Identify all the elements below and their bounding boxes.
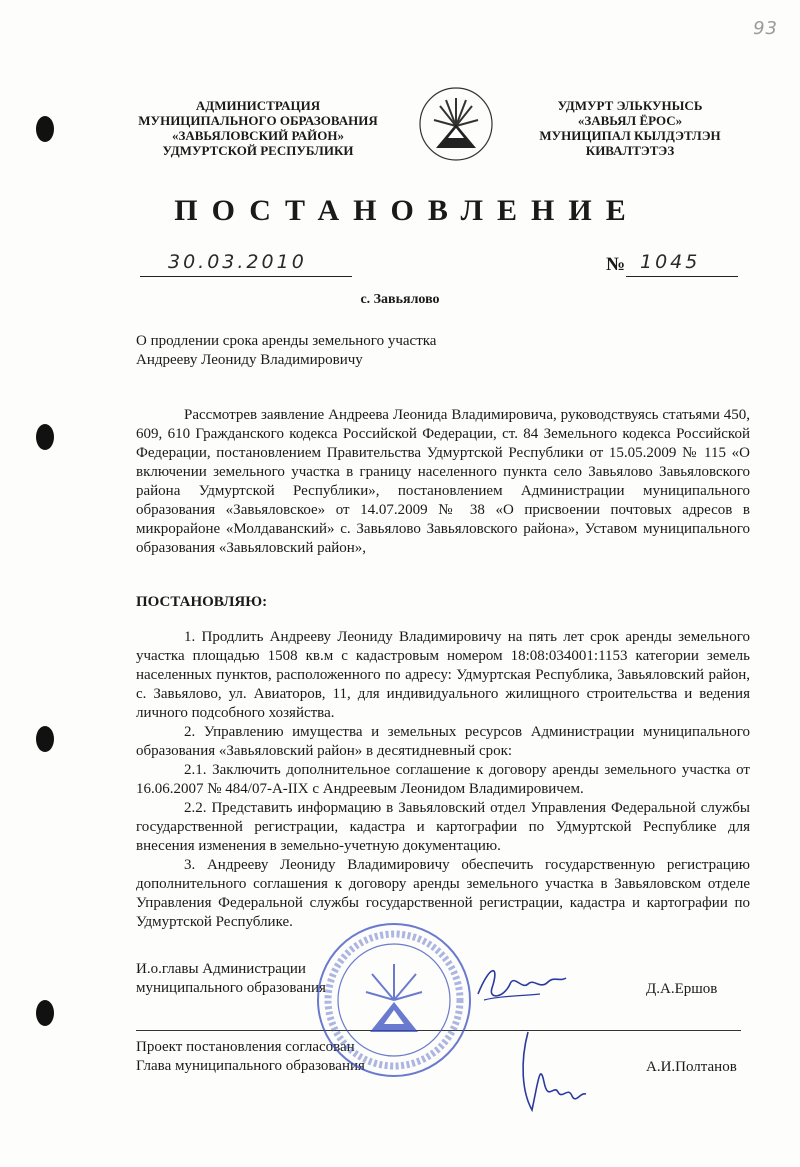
preamble-text: Рассмотрев заявление Андреева Леонида Владимировича, руководствуясь статьями 450, 609, 610 Гражданского кодекса Российской Федерации, ст. 84 Земельного кодекса Российской Федерации, постановлением Правительства Удмуртской Республики от 15.05.2009 № 115 «О включении земельного участка в границу населенного пункта село Завьялово Завьяловского района Удмуртской Республики», постановлением Администрации муниципального образования «Завьяловское» от 14.07.2009 № 38 «О присвоении почтовых адресов в микрорайоне «Молдаванский» с. Завьялово Завьяловского района», Уставом муниципального образования «Завьяловский район», — [136, 407, 750, 556]
signatory-1-name: Д.А.Ершов — [646, 981, 718, 997]
handwritten-number: 1045 — [640, 251, 701, 273]
punch-hole — [36, 424, 54, 450]
coat-of-arms-emblem — [418, 86, 494, 162]
archive-page-number: 93 — [753, 18, 778, 39]
signatory-position-line: И.о.главы Администрации — [136, 961, 306, 977]
signatory-position-line: Глава муниципального образования — [136, 1058, 365, 1074]
subject-line: Андрееву Леониду Владимировичу — [136, 352, 363, 368]
place-name: с. Завьялово — [360, 292, 440, 307]
header-left-line: АДМИНИСТРАЦИЯ — [195, 98, 321, 113]
decree-item: 2.2. Представить информацию в Завьяловский отдел Управления Федеральной службы государственной регистрации, кадастра и картографии по Удмуртской Республике для внесения изменения в земельно-учетную документацию. — [136, 800, 750, 854]
header-left-line: УДМУРТСКОЙ РЕСПУБЛИКИ — [162, 143, 354, 158]
header-left-line: МУНИЦИПАЛЬНОГО ОБРАЗОВАНИЯ — [138, 113, 378, 128]
handwritten-signature — [470, 960, 570, 1010]
official-seal-stamp — [314, 920, 474, 1080]
number-label: № — [606, 254, 626, 275]
header-right-line: «ЗАВЬЯЛ ЁРОС» — [577, 113, 683, 128]
punch-hole — [36, 116, 54, 142]
subject — [136, 332, 436, 370]
preamble — [136, 406, 750, 558]
decree-heading: ПОСТАНОВЛЯЮ: — [136, 594, 268, 610]
decree-item: 2. Управлению имущества и земельных ресурсов Администрации муниципального образования «Завьяловский район» в десятидневный срок: — [136, 724, 750, 759]
header-right — [520, 98, 740, 158]
signatory-position-line: муниципального образования — [136, 980, 326, 996]
document-title: ПОСТАНОВЛЕНИЕ — [174, 194, 640, 227]
number-field — [626, 252, 738, 277]
signatory-2-name: А.И.Полтанов — [646, 1059, 737, 1075]
date-field — [140, 252, 352, 277]
signatory-1-position — [136, 960, 326, 998]
decree-item: 2.1. Заключить дополнительное соглашение к договору аренды земельного участка от 16.06.2007 № 484/07-А-IIХ с Андреевым Леонидом Владимировичем. — [136, 762, 750, 797]
subject-line: О продлении срока аренды земельного участка — [136, 333, 437, 349]
header-left-line: «ЗАВЬЯЛОВСКИЙ РАЙОН» — [172, 128, 344, 143]
header-right-line: МУНИЦИПАЛ КЫЛДЭТЛЭН — [539, 128, 721, 143]
header-right-line: УДМУРТ ЭЛЬКУНЫСЬ — [557, 98, 703, 113]
signatory-position-line: Проект постановления согласован — [136, 1039, 355, 1055]
decree-items — [136, 628, 750, 932]
decree-item: 1. Продлить Андрееву Леониду Владимировичу на пять лет срок аренды земельного участка площадью 1508 кв.м с кадастровым номером 18:08:034001:1153 категории земель населенных пунктов, расположенного по адресу: Удмуртская Республика, Завьяловский район, с. Завьялово, ул. Авиаторов, 11, для индивидуального жилищного строительства и ведения личного подсобного хозяйства. — [136, 629, 750, 721]
punch-hole — [36, 726, 54, 752]
header-right-line: КИВАЛТЭТЭЗ — [585, 143, 675, 158]
decree-item: 3. Андрееву Леониду Владимировичу обеспечить государственную регистрацию дополнительного соглашения к договору аренды земельного участка в Завьяловском отделе Управления Федеральной службы государственной регистрации, кадастра и картографии по Удмуртской Республике. — [136, 857, 750, 930]
header-left — [112, 98, 404, 158]
punch-hole — [36, 1000, 54, 1026]
handwritten-signature — [510, 1022, 590, 1122]
handwritten-date: 30.03.2010 — [168, 251, 307, 273]
